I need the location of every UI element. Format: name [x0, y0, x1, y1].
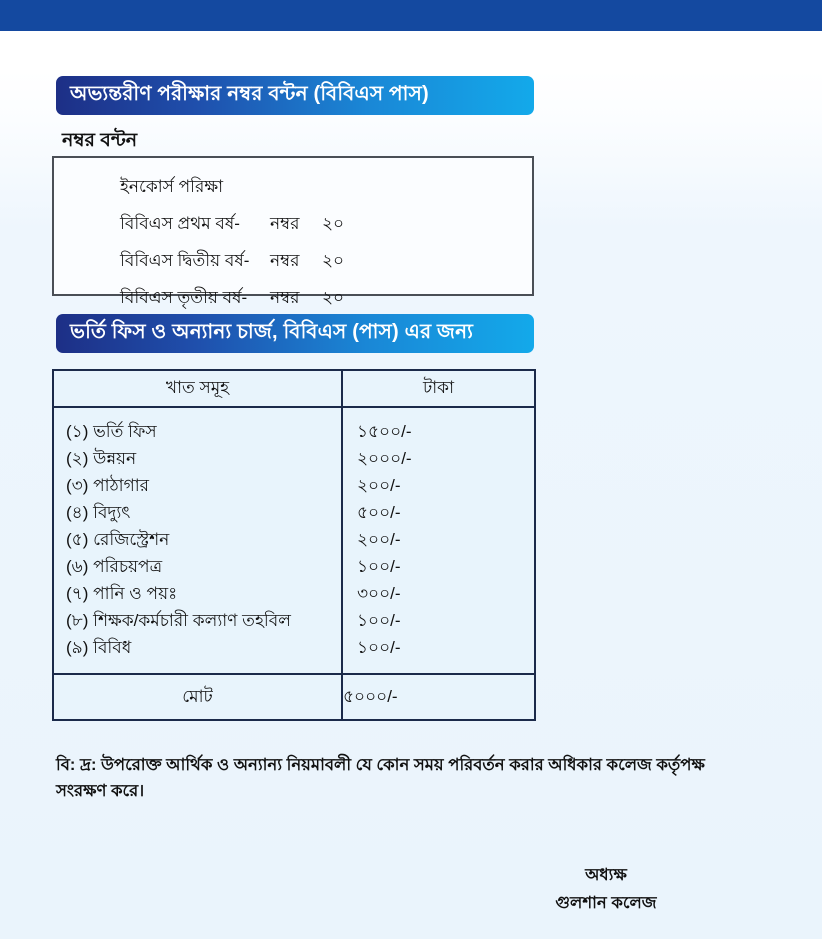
admission-fee-banner-title: ভর্তি ফিস ও অন্যান্য চার্জ, বিবিএস (পাস) এর জন্য: [70, 321, 474, 343]
fee-amount: ৩০০/-: [357, 584, 401, 603]
admission-fee-banner: [56, 314, 534, 353]
marks-row-value: ২০: [322, 214, 345, 233]
marks-row: [54, 211, 532, 239]
fee-total-label: মোট: [53, 674, 342, 720]
signature-institution: গুলশান কলেজ: [555, 894, 657, 913]
fee-table-header-row: [53, 370, 535, 407]
fee-total-amount: ৫০০০/-: [342, 674, 535, 720]
disclaimer-note: বি: দ্র: উপরোক্ত আর্থিক ও অন্যান্য নিয়মাবলী যে কোন সময় পরিবর্তন করার অধিকার কলেজ কর্তৃপক্ষ সংরক্ষণ করে।: [56, 756, 705, 800]
fee-item: (৩) পাঠাগার: [66, 476, 150, 495]
fee-amount: ২০০/-: [357, 476, 401, 495]
fee-item: (২) উন্নয়ন: [66, 449, 137, 468]
fee-table-header-amount: টাকা: [342, 370, 535, 407]
fee-table-header-item: খাত সমূহ: [53, 370, 342, 407]
marks-distribution-subheading: নম্বর বন্টন: [62, 130, 138, 151]
fee-item-column: [53, 407, 342, 674]
fee-amount: ১০০/-: [357, 611, 401, 630]
fee-item: (৭) পানি ও পয়ঃ: [66, 584, 178, 603]
marks-row-value: ২০: [322, 251, 345, 270]
fee-amount: ৫০০/-: [357, 503, 401, 522]
marks-row-unit: নম্বর: [270, 251, 300, 270]
marks-distribution-banner: [56, 76, 534, 115]
signature-designation: অধ্যক্ষ: [585, 866, 627, 884]
marks-row-label: বিবিএস দ্বিতীয় বর্ষ-: [120, 251, 250, 270]
incourse-exam-title: ইনকোর্স পরিক্ষা: [120, 177, 224, 196]
fee-table-body-row: [53, 407, 535, 674]
top-accent-bar: [0, 0, 822, 31]
signature-block: [500, 861, 712, 917]
marks-row-label: বিবিএস তৃতীয় বর্ষ-: [120, 288, 248, 307]
fee-amount: ১৫০০/-: [357, 422, 412, 441]
fee-amount-column: [342, 407, 535, 674]
marks-row-unit: নম্বর: [270, 214, 300, 233]
marks-distribution-box: [52, 156, 534, 307]
fee-amount: ২০০/-: [357, 530, 401, 549]
fee-amount: ২০০০/-: [357, 449, 412, 468]
marks-row-value: ২০: [322, 288, 345, 307]
fee-item: (৪) বিদ্যুৎ: [66, 503, 131, 522]
marks-row: [54, 248, 532, 276]
fee-item: (১) ভর্তি ফিস: [66, 422, 157, 441]
marks-row: [54, 285, 532, 313]
marks-row-unit: নম্বর: [270, 288, 300, 307]
fee-item: (৬) পরিচয়পত্র: [66, 557, 163, 576]
fee-item: (৯) বিবিধ: [66, 638, 132, 657]
marks-row-label: বিবিএস প্রথম বর্ষ-: [120, 214, 240, 233]
fee-item: (৮) শিক্ষক/কর্মচারী কল্যাণ তহবিল: [66, 611, 291, 630]
fee-table-total-row: [53, 674, 535, 720]
fee-amount: ১০০/-: [357, 557, 401, 576]
fee-amount: ১০০/-: [357, 638, 401, 657]
marks-distribution-banner-title: অভ্যন্তরীণ পরীক্ষার নম্বর বন্টন (বিবিএস পাস): [70, 83, 429, 105]
fee-item: (৫) রেজিস্ট্রেশন: [66, 530, 170, 549]
fee-table: [52, 369, 536, 721]
